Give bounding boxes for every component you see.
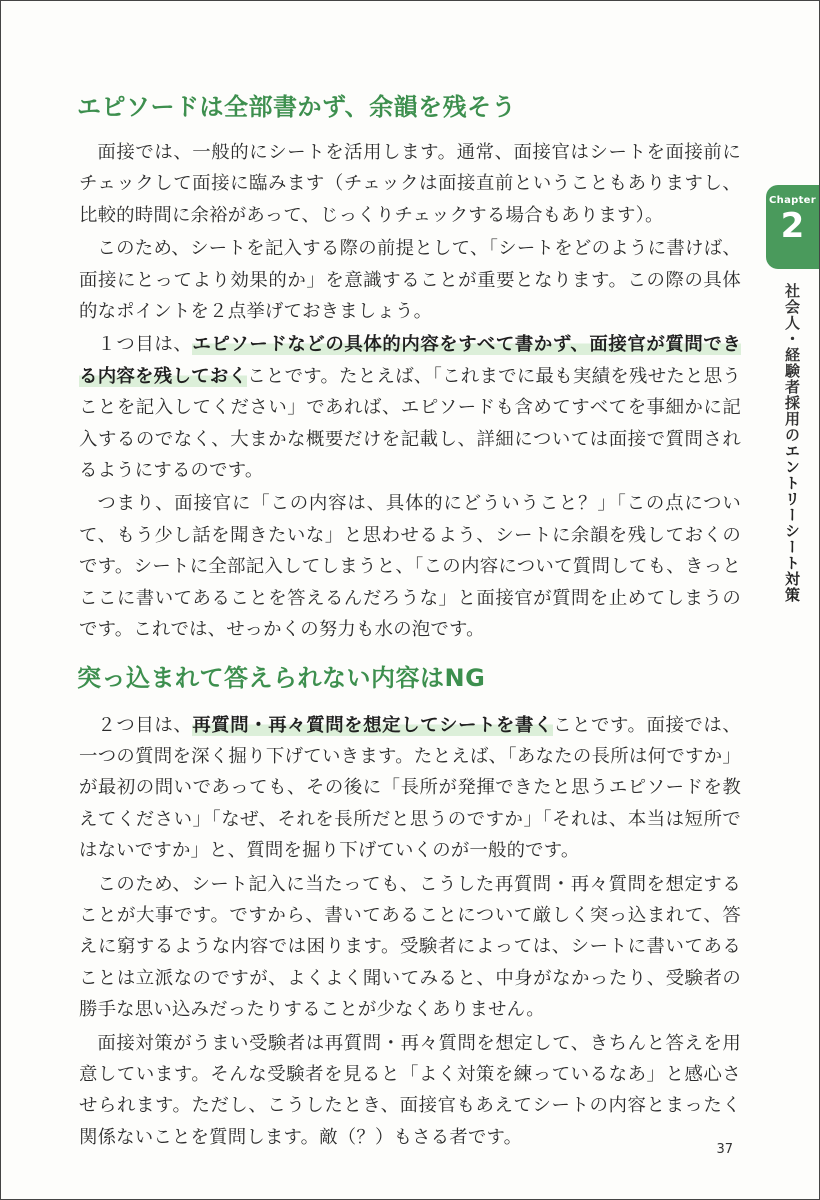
- chapter-tab: [766, 185, 819, 269]
- paragraph: このため、シートを記入する際の前提として、「シートをどのように書けば、面接にとってより効果的か」を意識することが重要となります。この際の具体的なポイントを２点挙げておきましょう。: [79, 238, 741, 323]
- paragraph-lead: ２つ目は、: [97, 714, 193, 736]
- paragraph: 面接対策がうまい受験者は再質問・再々質問を想定して、きちんと答えを用意しています。そんな受験者を見ると「よく対策を練っているなあ」と感心させられます。ただし、こうしたとき、面接官もあえてシートの内容とまったく関係ないことを質問します。敵（？）もさる者です。: [79, 1032, 741, 1148]
- paragraph-lead: １つ目は、: [97, 334, 193, 356]
- highlighted-key-point: 再質問・再々質問を想定してシートを書く: [192, 714, 554, 736]
- paragraph: [79, 329, 741, 486]
- paragraph-rest: ことです。面接では、一つの質問を深く掘り下げていきます。たとえば、「あなたの長所は何ですか」が最初の問いであっても、その後に「長所が発揮できたと思うエピソードを教えてください」「なぜ、それを長所だと思うのですか」「それは、本当は短所ではないですか」と、質問を掘り下げていくのが一般的です。: [79, 714, 741, 862]
- section-heading-episode: エピソードは全部書かず、余韻を残そう: [77, 93, 517, 121]
- chapter-number: 2: [780, 206, 805, 246]
- running-title-main: エントリーシート対策: [783, 443, 801, 603]
- paragraph-rest: ことです。たとえば、「これまでに最も実績を残せたと思うことを記入してください」であれば、エピソードも含めてすべてを事細かに記入するのでなく、大まかな概要だけを記載し、詳細については面接で質問されるようにするのです。: [79, 365, 741, 482]
- paragraph: 面接では、一般的にシートを活用します。通常、面接官はシートを面接前にチェックして面接に臨みます（チェックは面接直前ということもありますし、比較的時間に余裕があって、じっくりチェックする場合もあります）。: [79, 142, 741, 226]
- running-title-prefix: 社会人・経験者採用の: [783, 283, 801, 443]
- paragraph: このため、シート記入に当たっても、こうした再質問・再々質問を想定することが大事です。ですから、書いてあることについて厳しく突っ込まれて、答えに窮するような内容では困ります。受験者によっては、シートに書いてあることは立派なのですが、よくよく聞いてみると、中身がなかったり、受験者の勝手な思い込みだったりすることが少なくありません。: [79, 873, 741, 1021]
- paragraph: つまり、面接官に「この内容は、具体的にどういうこと？」「この点について、もう少し話を聞きたいな」と思わせるよう、シートに余韻を残しておくのです。シートに全部記入してしまうと、「この内容について質問しても、きっとここに書いてあることを答えるんだろうな」と面接官が質問を止めてしまうのです。これでは、せっかくの努力も水の泡です。: [79, 493, 741, 641]
- paragraph: [79, 710, 741, 867]
- highlighted-key-point: エピソードなどの具体的内容をすべて書かず、面接官が質問できる内容を残しておく: [79, 334, 741, 387]
- main-content: [79, 89, 741, 1155]
- running-title: [779, 283, 805, 603]
- chapter-label: Chapter: [769, 195, 816, 206]
- page-number: 37: [716, 1142, 733, 1157]
- section-heading-ng: 突っ込まれて答えられない内容はNG: [77, 663, 486, 692]
